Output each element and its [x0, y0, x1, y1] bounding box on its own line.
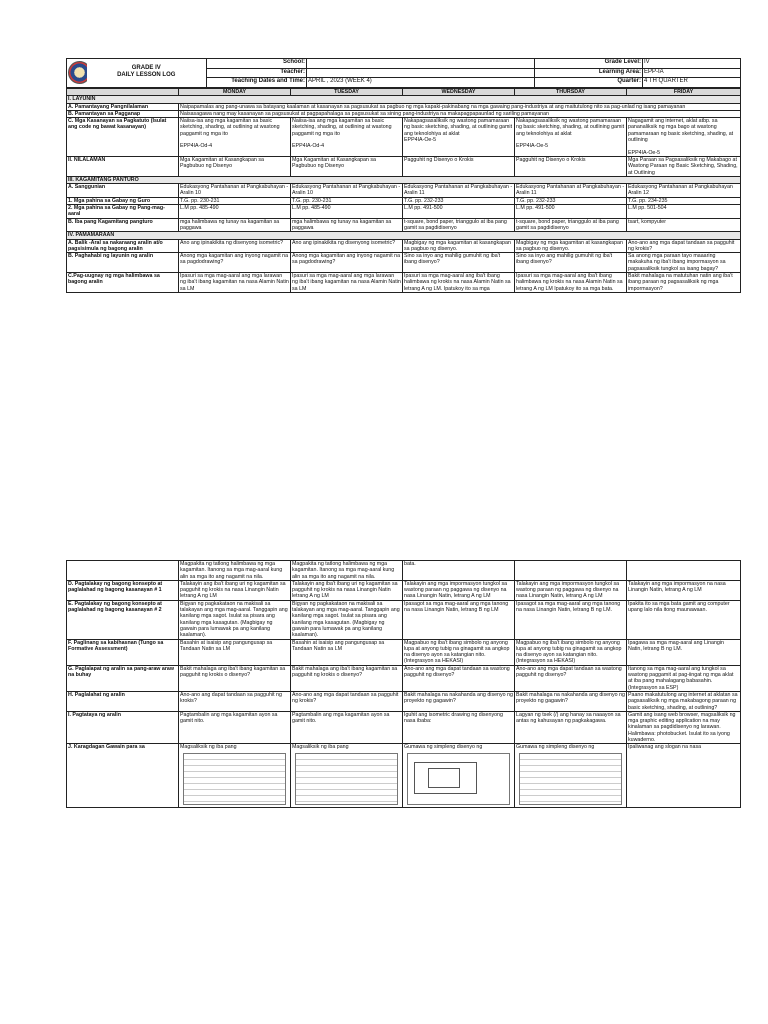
lesson-row [67, 197, 741, 204]
day-header-thursday: THURSDAY [515, 89, 627, 96]
day-cell-text: Basahin at isaisip ang pangungusap sa Tandaan Natin sa LM [292, 639, 385, 652]
day-cell-text: Iguhit ang isometric drawing ng disenyong nasa ibaba: [404, 711, 503, 725]
day-cell [515, 600, 627, 639]
day-cell-text: Talakayin ang iba't ibang uri ng kagamitan sa pagguhit ng krokis na nasa Linangin Natin letrang A ng LM [292, 580, 398, 600]
day-cell: Edukasyong Pantahanan at Pangkabuhayan Aralin 12 [627, 184, 741, 198]
day-cell: T.G. pp. 230-231 [291, 197, 403, 204]
day-cell [515, 744, 627, 807]
day-cell: Anong mga kagamitan ang inyong nagamit na sa pagdodrawing? [179, 253, 291, 273]
day-header-friday: FRIDAY [627, 89, 741, 96]
day-cell [179, 711, 291, 743]
day-cell-text: Bakit mahalaga na nakahanda ang disenyo ng proyekto ng gagawin? [404, 691, 513, 705]
matching-table-image [295, 753, 398, 805]
day-header-wednesday: WEDNESDAY [403, 89, 515, 96]
day-cell-text: Magpabuo ng iba't ibang simbolo ng anyong lupa at anyong tubig na ginagamit sa angkop na disenyo ayon sa katangian nito. (Integrasyon sa HEKASI) [516, 639, 622, 665]
row-label: A. Balik -Aral sa nakaraang aralin at/o pagsisimula ng bagong aralin [67, 239, 179, 253]
day-cell-text: Itanong sa mga mag-aaral ang tungkol sa wastong paggamit at pag-iingat ng mga aklat at iba pang mahalagang babasahin. (Integrasyon sa ESP) [628, 665, 734, 691]
section-heading: IV. PAMAMARAAN [67, 232, 741, 239]
row-label: 1. Mga pahina sa Gabay ng Guro [67, 197, 179, 204]
day-cell-text: Ipaliwanag ang slogan na nasa [628, 744, 702, 751]
day-cell-text: Basahin at isaisip ang pangungusap sa Tandaan Natin sa LM [180, 639, 273, 652]
lesson-row [67, 96, 741, 103]
day-cell-text: Talakayin ang mga impormasyon na nasa Linangin Natin, letrang A ng LM [628, 580, 726, 594]
day-header-tuesday: TUESDAY [291, 89, 403, 96]
day-cell: Edukasyong Pantahanan at Pangkabuhayan -Aralin 11 [515, 184, 627, 198]
quarter-value: 4 TH QUARTER [643, 78, 741, 88]
day-cell [291, 561, 403, 581]
lesson-log-page-1 [66, 58, 740, 293]
day-cell-text: Paano makatutulong ang internet at aklatan sa pagsasaliksik ng mga makabagong paraan ng basic sketching, shading, at outlining? [628, 691, 738, 711]
day-cell: t-square, bond paper, trianggulo at iba pang gamit sa pagdidisenyo [403, 218, 515, 232]
section-heading: III. KAGAMITANG PANTURO [67, 176, 741, 183]
lesson-row [67, 205, 741, 219]
lesson-row [67, 639, 741, 665]
day-cell: L.M pp. 491-500 [515, 205, 627, 219]
day-cell-text: Lagyan ng tsek (/) ang hanay sa naaayon sa antas ng kahusayan ng pagkakagawa. [516, 711, 621, 725]
row-label: II. NILALAMAN [67, 156, 179, 176]
row-label: C.Pag-uugnay ng mga halimbawa sa bagong aralin [67, 273, 179, 293]
day-cell: Naiisa-isa ang mga kagamitan sa basic sketching, shading, at outlining at wastong paggamit ng mga ito EPP4IA-Od-4 [291, 118, 403, 157]
lesson-row [67, 711, 741, 743]
day-cell: Bakit mahalaga na matutuhan natin ang iba't ibang paraan ng pagsasaliksik ng mga impormasyon? [627, 273, 741, 293]
school-value [307, 59, 535, 69]
matching-table-image [183, 753, 286, 805]
day-cell-text: Gumawa ng simpleng disenyo ng [516, 744, 595, 751]
day-cell: Magbigay ng mga kagamitan at kasangkapan sa pagbuo ng disenyo. [515, 239, 627, 253]
day-cell-text: Bigyan ng pagkakataon na makisali sa talakayan ang mga mag-aaral. Tanggapin ang kanilang mga sagot. Isulat sa pisara ang kanilang mga kasagutan. (Magbigay ng gawain para lumawak pa ang kanilang kaalaman). [180, 600, 288, 639]
day-cell [179, 744, 291, 807]
day-cell [291, 665, 403, 691]
day-header-blank [67, 89, 179, 96]
row-label: E. Pagtalakay ng bagong konsepto at paglalahad ng bagong kasanayan # 2 [67, 600, 179, 639]
day-cell: Edukasyong Pantahanan at Pangkabuhayan -Aralin 10 [179, 184, 291, 198]
day-cell [403, 744, 515, 807]
lesson-table-2 [66, 560, 741, 808]
learning-area-label: Learning Area: [535, 68, 643, 78]
dates-value: APRIL , 2023 (WEEK 4) [307, 78, 535, 88]
day-cell: Mga Kagamitan at Kasangkapan sa Pagbubuo ng Disenyo [291, 156, 403, 176]
day-cell [179, 561, 291, 581]
day-cell [291, 580, 403, 600]
day-header-monday: MONDAY [179, 89, 291, 96]
day-cell [627, 600, 741, 639]
day-cell: Ipasuri sa mga mag-aaral ang iba't ibang halimbawa ng krokis na nasa Alamin Natin sa letrang A ng LM. Ipatukoy ito sa mga [403, 273, 515, 293]
day-cell: T.G. pp. 234-235 [627, 197, 741, 204]
row-label: B. Iba pang Kagamitang pangturo [67, 218, 179, 232]
isometric-drawing-image [407, 753, 510, 805]
day-cell-text: Ano-ano ang mga dapat tandaan sa pagguhit ng krokis? [292, 691, 399, 705]
lesson-row [67, 744, 741, 807]
day-cell [179, 600, 291, 639]
row-label: B. Pamantayan sa Pagganap [67, 110, 179, 117]
day-cell: Nakapagsasaliksik ng wastong pamamaraan ng basic sketching, shading, at outlining gamit ang teknolohiya at aklat EPP4IA-Oe-5 [403, 118, 515, 157]
day-cell [179, 691, 291, 711]
day-cell [403, 691, 515, 711]
day-cell [515, 639, 627, 665]
day-cell: Edukasyong Pantahanan at Pangkabuhayan -Aralin 10 [291, 184, 403, 198]
day-cell: Anong mga kagamitan ang inyong nagamit na sa pagdodrawing? [291, 253, 403, 273]
day-cell: T.G. pp. 232-233 [403, 197, 515, 204]
lesson-row [67, 273, 741, 293]
grade-level-value: IV [643, 59, 741, 69]
row-label: J. Karagdagan Gawain para sa [67, 744, 179, 807]
day-cell: Sino sa inyo ang mahilig gumuhit ng iba't ibang disenyo? [515, 253, 627, 273]
day-cell: Ipasuri sa mga mag-aaral ang mga larawan ng iba't ibang kagamitan na nasa Alamin Natin sa LM [292, 273, 403, 292]
row-label: C. Mga Kasanayan sa Pagkatuto (Isulat ang code ng bawat kasanayan) [67, 118, 179, 157]
row-label: A. Sanggunian [67, 184, 179, 198]
day-cell-text: Ipakita ito sa mga bata gamit ang computer upang lalo nila itong maunawaan. [628, 600, 730, 614]
day-cell-text: Pagtambalin ang mga kagamitan ayon sa gamit nito. [292, 711, 390, 725]
day-cell-text: Bakit mahalaga na nakahanda ang disenyo ng proyekto ng gagawin? [516, 691, 625, 705]
row-label: G. Paglalapat ng aralin sa pang-araw araw na buhay [67, 665, 179, 691]
day-cell [515, 561, 627, 581]
day-cell [179, 665, 291, 691]
day-cell-text: Talakayin ang mga impormasyon tungkol sa wastong paraan ng paggawa ng disenyo na nasa Linangin Natin, letrang A ng LM [516, 580, 620, 600]
row-label: I. Pagtataya ng aralin [67, 711, 179, 743]
lesson-row [67, 176, 741, 183]
grade-title: GRADE IV [131, 65, 161, 71]
deped-seal-icon [67, 59, 87, 88]
row-span-text: Naipapamalas ang pang-unawa sa batayang kaalaman at kasanayan sa pagsusukat sa pagbuo ng mga kapaki-pakinabang na mga gawaing pang-industriya at ang maitutulong nito sa pag-unlad ng isang pamayanan [179, 103, 741, 110]
day-cell: t-square, bond paper, trianggulo at iba pang gamit sa pagdidisenyo [515, 218, 627, 232]
lesson-row [67, 103, 741, 110]
day-cell-text: Ipagawa sa mga mag-aaral ang Linangin Natin, letrang B ng LM. [628, 639, 724, 652]
day-cell: Pagguhit ng Disenyo o Krokis [403, 156, 515, 176]
day-cell [403, 580, 515, 600]
teacher-value [307, 68, 535, 78]
day-cell: mga halimbawa ng tunay na kagamitan sa paggawa [291, 218, 403, 232]
lesson-row [67, 110, 741, 117]
day-cell [291, 691, 403, 711]
log-title: DAILY LESSON LOG [117, 72, 176, 78]
day-cell: Nakapagsasaliksik ng wastong pamamaraan ng basic sketching, shading, at outlining gamit ang teknolohiya at aklat EPP4IA-Oe-5 [515, 118, 627, 157]
day-cell-text: Ipasagot sa mga mag-aaral ang mga tanong na nasa Linangin Natin, letrang B ng LM. [516, 600, 621, 614]
teacher-label: Teacher: [207, 68, 307, 78]
day-cell: Edukasyong Pantahanan at Pangkabuhayan -Aralin 11 [403, 184, 515, 198]
day-cell: mga halimbawa ng tunay na kagamitan sa paggawa [179, 218, 291, 232]
day-cell [627, 711, 741, 743]
header-table [66, 58, 741, 88]
lesson-table-1 [66, 88, 741, 293]
grade-level-label: Grade Level: [535, 59, 643, 69]
day-cell: tsart, kompyuter [627, 218, 741, 232]
day-cell [515, 665, 627, 691]
day-cell [403, 711, 515, 743]
day-cell [179, 639, 291, 665]
day-cell-text: Pagtambalin ang mga kagamitan ayon sa gamit nito. [180, 711, 278, 725]
day-cell-text: Ano-ano ang dapat tandaan sa pagguhit ng krokis? [180, 691, 282, 705]
lesson-row [67, 665, 741, 691]
day-cell: Naiisa-isa ang mga kagamitan sa basic sketching, shading, at outlining at wastong paggamit ng mga ito EPP4IA-Od-4 [179, 118, 291, 157]
row-label: A. Pamantayang Pangnilalaman [67, 103, 179, 110]
day-cell [403, 600, 515, 639]
day-cell-text: Bigyan ng pagkakataon na makisali sa talakayan ang mga mag-aaral. Tanggapin ang kanilang mga sagot. Isulat sa pisara ang kanilang mga kasagutan. (Magbigay ng gawain para lumawak pa ang kanilang kaalaman). [292, 600, 400, 639]
lesson-row [67, 253, 741, 273]
day-cell-text: Gamit ang isang web browser, magsaliksik ng mga graphic editing application na may kinalaman sa pagdidisenyo ng larawan. Halimbawa: photobucket. Isulat ito sa iyong kuwaderno. [628, 711, 736, 744]
lesson-row [67, 218, 741, 232]
day-cell [291, 639, 403, 665]
day-cell-text: Talakayin ang iba't ibang uri ng kagamitan sa pagguhit ng krokis na nasa Linangin Natin letrang A ng LM [180, 580, 286, 600]
day-cell: L.M pp. 501-504 [627, 205, 741, 219]
header-title [87, 59, 207, 88]
row-label: H. Paglalahat ng aralin [67, 691, 179, 711]
day-cell [403, 665, 515, 691]
day-cell-text: Magpakita ng tatlong halimbawa ng mga kagamitan. Itanong sa mga mag-aaral kung alin sa mga ito ang nagamit na nila. [292, 561, 395, 580]
day-cell: T.G. pp. 232-233 [515, 197, 627, 204]
rubric-table-image [519, 753, 622, 805]
lesson-row [67, 691, 741, 711]
day-cell: Magbigay ng mga kagamitan at kasangkapan sa pagbuo ng disenyo. [403, 239, 515, 253]
day-cell [291, 744, 403, 807]
day-cell: L.M pp. 485-490 [179, 205, 291, 219]
day-cell [515, 691, 627, 711]
day-cell-text: Ano-ano ang mga dapat tandaan sa wastong pagguhit ng disenyo? [404, 665, 510, 679]
day-cell: Ano ang ipinakikita ng disenyong isometric? [291, 239, 403, 253]
lesson-row [67, 600, 741, 639]
day-cell [515, 580, 627, 600]
day-cell: Ipasuri sa mga mag-aaral ang mga larawan ng iba't ibang kagamitan na nasa Alamin Natin sa LM [180, 273, 291, 292]
day-cell: L.M pp. 485-490 [291, 205, 403, 219]
quarter-label: Quarter: [535, 78, 643, 88]
lesson-row [67, 239, 741, 253]
day-cell: Mga Paraan sa Pagsasaliksik ng Makabago at Wastong Paraan ng Basic Sketching, Shading, at Outlining [628, 156, 740, 176]
row-label: D. Pagtalakay ng bagong konsepto at paglalahad ng bagong kasanayan # 1 [67, 580, 179, 600]
day-cell-text: Magsaliksik ng iba pang [180, 744, 237, 751]
day-cell [403, 639, 515, 665]
lesson-row [67, 580, 741, 600]
day-cell-text: Magsaliksik ng iba pang [292, 744, 349, 751]
day-cell: Ano ang ipinakikita ng disenyong isometric? [179, 239, 291, 253]
day-cell: Pagguhit ng Disenyo o Krokis [515, 156, 627, 176]
day-cell-text: Ano-ano ang mga dapat tandaan sa wastong pagguhit ng disenyo? [516, 665, 622, 679]
day-cell: Nagagamit ang internet, aklat atbp. sa pananaliksik ng mga bago at wastong pamamaraan ng basic sketching, shading, at outlining EPP4IA-Oe-5 [627, 118, 741, 157]
row-label: F. Paglinang sa kabihasnan (Tungo sa Formative Assessment) [67, 639, 179, 665]
day-cell [179, 580, 291, 600]
day-cell-text: Talakayin ang mga impormasyon tungkol sa wastong paraan ng paggawa ng disenyo na nasa Linangin Natin, letrang A ng LM [404, 580, 508, 600]
day-cell [627, 561, 741, 581]
day-cell: T.G. pp. 230-231 [179, 197, 291, 204]
section-heading: I. LAYUNIN [67, 96, 741, 103]
lesson-log-page-2 [66, 560, 740, 808]
day-cell [291, 600, 403, 639]
row-label: 2. Mga pahina sa Gabay ng Pang-mag-aaral [67, 205, 179, 219]
day-cell [627, 744, 741, 807]
lesson-row [67, 184, 741, 198]
day-cell-text: Ipasagot sa mga mag-aaral ang mga tanong na nasa Linangin Natin, letrang B ng LM [404, 600, 509, 614]
day-cell [403, 561, 515, 581]
day-cell [627, 691, 741, 711]
day-cell-text: Gumawa ng simpleng disenyo ng [404, 744, 483, 751]
day-cell [627, 580, 741, 600]
learning-area-value: EPP-IA [643, 68, 741, 78]
row-label [67, 561, 179, 581]
day-cell-text: Bakit mahalaga ang iba't ibang kagamitan sa pagguhit ng krokis o disenyo? [292, 665, 398, 679]
row-span-text: Naisasagawa nang may kasanayan sa pagsusukat at pagpapahalaga sa pagsusukat sa sining pang-industriya na makapagpapaunlad ng sariling pamayanan [179, 110, 741, 117]
day-cell: Mga Kagamitan at Kasangkapan sa Pagbubuo ng Disenyo [179, 156, 291, 176]
day-cell-text: Magpakita ng tatlong halimbawa ng mga kagamitan. Itanong sa mga mag-aaral kung alin sa mga ito ang nagamit na nila. [180, 561, 283, 580]
day-cell: Ipasuri sa mga mag-aaral ang iba't ibang halimbawa ng krokis na nasa Alamin Natin sa letrang A ng LM Ipatukoy ito sa mga bata. [515, 273, 627, 293]
day-cell: Ano-ano ang mga dapat tandaan sa pagguhit ng krokis? [627, 239, 741, 253]
day-cell [627, 665, 741, 691]
lesson-row [67, 156, 741, 176]
day-cell: L.M pp. 491-500 [403, 205, 515, 219]
day-cell-text: bata. [404, 561, 416, 567]
school-label: School: [207, 59, 307, 69]
lesson-row [67, 561, 741, 581]
day-cell: Sa anong mga paraan tayo maaaring makakuha ng iba't ibang impormasyon sa pagsasaliksik tungkol sa isang bagay? [627, 253, 741, 273]
dates-label: Teaching Dates and Time: [207, 78, 307, 88]
lesson-row [67, 118, 741, 157]
day-cell [291, 711, 403, 743]
day-cell: Sino sa inyo ang mahilig gumuhit ng iba't ibang disenyo? [403, 253, 515, 273]
lesson-row [67, 232, 741, 239]
day-cell-text: Bakit mahalaga ang iba't ibang kagamitan sa pagguhit ng krokis o disenyo? [180, 665, 286, 679]
row-label: B. Paghahabi ng layunin ng aralin [67, 253, 179, 273]
day-cell [627, 639, 741, 665]
day-cell [515, 711, 627, 743]
day-cell-text: Magpabuo ng iba't ibang simbolo ng anyong lupa at anyong tubig na ginagamit sa angkop na disenyo ayon sa katangian nito. (Integrasyon sa HEKASI) [404, 639, 510, 665]
